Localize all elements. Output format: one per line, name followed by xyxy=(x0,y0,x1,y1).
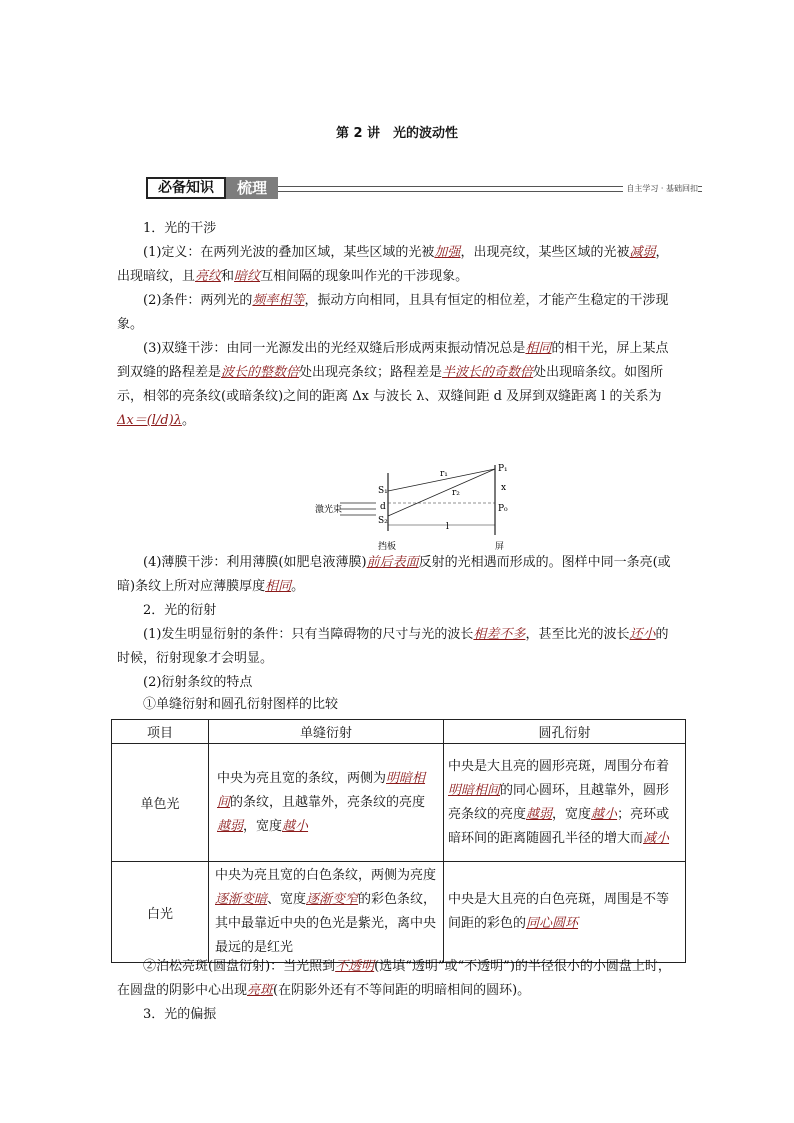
label-l: l xyxy=(446,522,449,532)
heading-polarization: 3．光的偏振 xyxy=(143,1007,217,1022)
heading-diffraction: 2．光的衍射 xyxy=(143,603,217,618)
page-title: 第 2 讲 光的波动性 xyxy=(335,126,459,141)
section-poisson xyxy=(117,955,677,1027)
label-r1: r₁ xyxy=(440,469,448,479)
para-double-slit: (3)双缝干涉：由同一光源发出的光经双缝后形成两束振动情况总是相同的相干光，屏上某点到双缝的路程差是波长的整数倍处出现亮条纹；路程差是半波长的奇数倍处出现暗条纹。如图所示，相邻的亮条纹(或暗条纹)之间的距离 Δx 与波长 λ、双缝间距 d 及屏到双缝距离 l 的关系为Δx＝(l/d)λ。 xyxy=(117,341,669,428)
cell-mono-slit: 中央为亮且宽的条纹，两侧为明暗相间的条纹，且越靠外，亮条纹的亮度越弱，宽度越小 xyxy=(209,744,444,862)
sub-heading: (2)衍射条纹的特点 xyxy=(143,675,253,690)
para-film: (4)薄膜干涉：利用薄膜(如肥皂液薄膜)前后表面反射的光相遇而形成的。图样中同一条亮(或暗)条纹上所对应薄膜厚度相同。 xyxy=(117,555,671,594)
double-slit-diagram xyxy=(300,455,520,555)
row-head-mono: 单色光 xyxy=(112,744,209,862)
label-d: d xyxy=(380,502,386,512)
cell-mono-hole: 中央是大且亮的圆形亮斑，周围分布着明暗相间的同心圆环，且越靠外，圆形亮条纹的亮度越弱，宽度越小；亮环或暗环间的距离随圆孔半径的增大而减小 xyxy=(444,744,686,862)
label-x: x xyxy=(501,483,507,493)
label-p1: P₁ xyxy=(498,464,508,474)
label-laser: 激光束 xyxy=(315,505,343,515)
label-r2: r₂ xyxy=(452,488,460,498)
label-plate: 挡板 xyxy=(378,542,397,552)
banner-label-box: 梳理 xyxy=(226,177,278,199)
cell-white-slit: 中央为亮且宽的白色条纹，两侧为亮度逐渐变暗、宽度逐渐变窄的彩色条纹，其中最靠近中央的色光是紫光，离中央最远的是红光 xyxy=(209,862,444,963)
sub-heading-1: ①单缝衍射和圆孔衍射图样的比较 xyxy=(143,697,339,712)
para-condition: (2)条件：两列光的频率相等，振动方向相同，且具有恒定的相位差，才能产生稳定的干涉现象。 xyxy=(117,293,669,332)
heading-interference: 1．光的干涉 xyxy=(143,221,217,236)
label-p0: P₀ xyxy=(498,504,508,514)
para-definition: (1)定义：在两列光波的叠加区域，某些区域的光被加强，出现亮纹，某些区域的光被减弱，出现暗纹，且亮纹和暗纹互相间隔的现象叫作光的干涉现象。 xyxy=(117,245,669,284)
section-banner xyxy=(146,177,702,199)
section-film xyxy=(117,551,677,715)
cell-white-hole: 中央是大且亮的白色亮斑，周围是不等间距的彩色的同心圆环 xyxy=(444,862,686,963)
table-header: 项目 xyxy=(112,720,209,744)
section-interference xyxy=(117,217,677,433)
row-head-white: 白光 xyxy=(112,862,209,963)
banner-tag: 自主学习 · 基础回扣 xyxy=(623,183,698,194)
label-s2: S₂ xyxy=(378,516,388,526)
table-header: 单缝衍射 xyxy=(209,720,444,744)
formula: Δx＝(l/d)λ xyxy=(117,413,182,428)
banner-label: 必备知识 xyxy=(146,177,226,199)
label-screen: 屏 xyxy=(495,542,505,552)
table-header: 圆孔衍射 xyxy=(444,720,686,744)
para-poisson: ②泊松亮斑(圆盘衍射)：当光照到不透明(选填“透明”或“不透明”)的半径很小的小圆盘上时，在圆盘的阴影中心出现亮斑(在阴影外还有不等间距的明暗相间的圆环)。 xyxy=(117,959,671,998)
para-diffraction-cond: (1)发生明显衍射的条件：只有当障碍物的尺寸与光的波长相差不多，甚至比光的波长还小的时候，衍射现象才会明显。 xyxy=(117,627,669,666)
label-s1: S₁ xyxy=(378,486,388,496)
diffraction-table xyxy=(111,719,686,963)
